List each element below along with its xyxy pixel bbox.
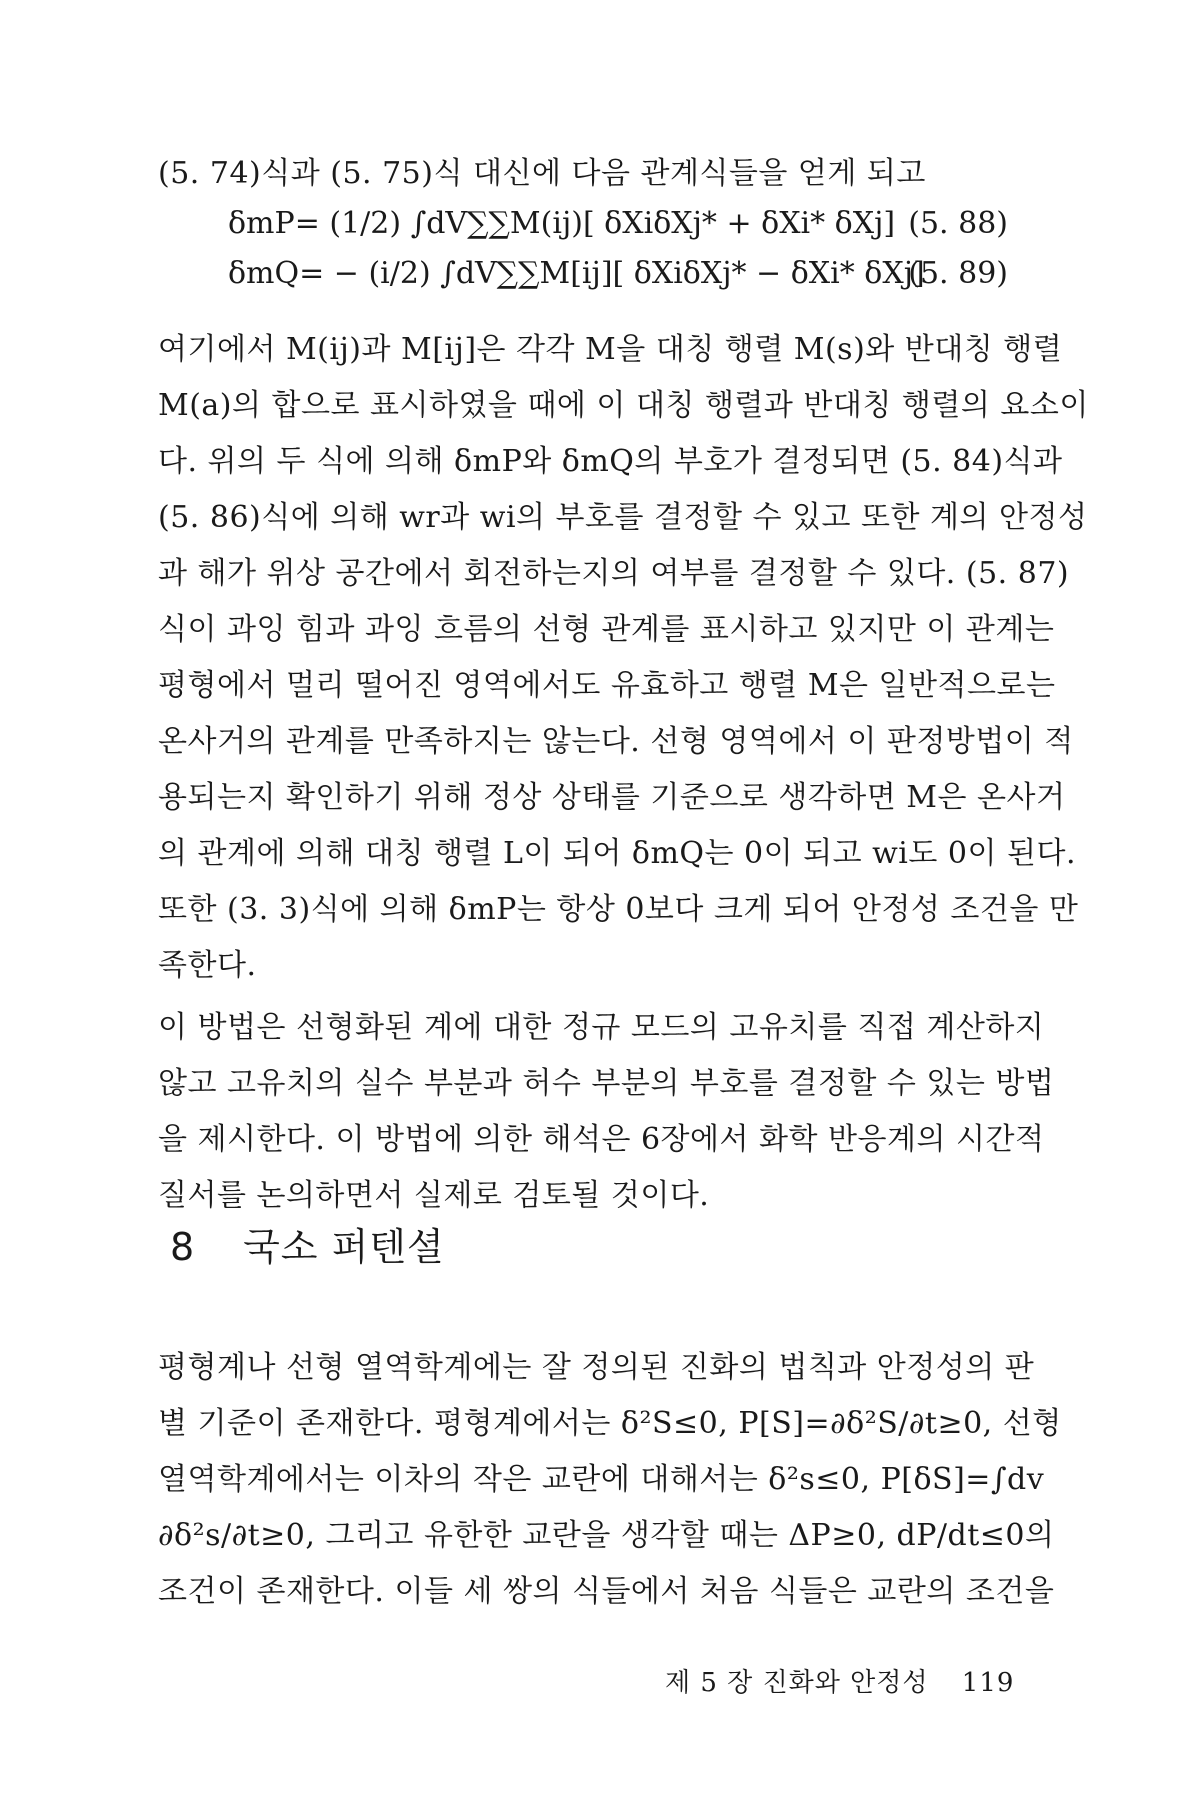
chapter-title: 제 5 장 진화와 안정성 bbox=[665, 1668, 929, 1698]
paragraph-line: 이 방법은 선형화된 계에 대한 정규 모드의 고유치를 직접 계산하지 bbox=[158, 1010, 1045, 1045]
equation-number: (5. 89) bbox=[908, 256, 1008, 291]
section-title: 국소 퍼텐셜 bbox=[243, 1225, 445, 1269]
page-footer bbox=[665, 1662, 1014, 1699]
paragraph-line: 식이 과잉 힘과 과잉 흐름의 선형 관계를 표시하고 있지만 이 관계는 bbox=[158, 612, 1055, 647]
paragraph-line: ∂δ²s/∂t≥0, 그리고 유한한 교란을 생각할 때는 ΔP≥0, dP/dt≤0의 bbox=[158, 1518, 1055, 1553]
equation-number: (5. 88) bbox=[908, 206, 1008, 241]
paragraph-line: 또한 (3. 3)식에 의해 δmP는 항상 0보다 크게 되어 안정성 조건을 만 bbox=[158, 892, 1079, 927]
paragraph-line: 열역학계에서는 이차의 작은 교란에 대해서는 δ²s≤0, P[δS]=∫dv bbox=[158, 1462, 1045, 1497]
paragraph-line: 다. 위의 두 식에 의해 δmP와 δmQ의 부호가 결정되면 (5. 84)식과 bbox=[158, 444, 1063, 479]
paragraph-line: 용되는지 확인하기 위해 정상 상태를 기준으로 생각하면 M은 온사거 bbox=[158, 780, 1066, 815]
paragraph-line: 않고 고유치의 실수 부분과 허수 부분의 부호를 결정할 수 있는 방법 bbox=[158, 1066, 1055, 1101]
paragraph-method-summary bbox=[158, 1000, 1055, 1224]
paragraph-local-potential bbox=[158, 1340, 1062, 1620]
paragraph-line: 과 해가 위상 공간에서 회전하는지의 여부를 결정할 수 있다. (5. 87) bbox=[158, 556, 1070, 591]
paragraph-line: 의 관계에 의해 대칭 행렬 L이 되어 δmQ는 0이 되고 wi도 0이 된다. bbox=[158, 836, 1077, 871]
section-heading bbox=[170, 1216, 445, 1271]
paragraph-line: 여기에서 M(ij)과 M[ij]은 각각 M을 대칭 행렬 M(s)와 반대칭 행렬 bbox=[158, 332, 1063, 367]
paragraph-line: 평형에서 멀리 떨어진 영역에서도 유효하고 행렬 M은 일반적으로는 bbox=[158, 668, 1056, 703]
paragraph-line: 조건이 존재한다. 이들 세 쌍의 식들에서 처음 식들은 교란의 조건을 bbox=[158, 1574, 1055, 1609]
paragraph-line: 평형계나 선형 열역학계에는 잘 정의된 진화의 법칙과 안정성의 판 bbox=[158, 1350, 1035, 1385]
section-number: 8 bbox=[170, 1225, 196, 1269]
paragraph-line: 족한다. bbox=[158, 948, 257, 983]
paragraph-line: (5. 86)식에 의해 wr과 wi의 부호를 결정할 수 있고 또한 계의 안정성 bbox=[158, 500, 1088, 535]
intro-line: (5. 74)식과 (5. 75)식 대신에 다음 관계식들을 얻게 되고 bbox=[158, 156, 926, 191]
equation-body: δmQ= − (i/2) ∫dV∑∑M[ij][ δXiδXj* − δXi* δXj] bbox=[228, 256, 925, 291]
paragraph-line: M(a)의 합으로 표시하였을 때에 이 대칭 행렬과 반대칭 행렬의 요소이 bbox=[158, 388, 1089, 423]
paragraph-line: 온사거의 관계를 만족하지는 않는다. 선형 영역에서 이 판정방법이 적 bbox=[158, 724, 1074, 759]
equation-body: δmP= (1/2) ∫dV∑∑M(ij)[ δXiδXj* + δXi* δXj] bbox=[228, 206, 896, 241]
paragraph-line: 질서를 논의하면서 실제로 검토될 것이다. bbox=[158, 1178, 710, 1213]
paragraph-line: 을 제시한다. 이 방법에 의한 해석은 6장에서 화학 반응계의 시간적 bbox=[158, 1122, 1045, 1157]
page-number: 119 bbox=[961, 1668, 1015, 1698]
paragraph-matrix-decomposition bbox=[158, 322, 1089, 994]
paragraph-line: 별 기준이 존재한다. 평형계에서는 δ²S≤0, P[S]=∂δ²S/∂t≥0, 선형 bbox=[158, 1406, 1062, 1441]
